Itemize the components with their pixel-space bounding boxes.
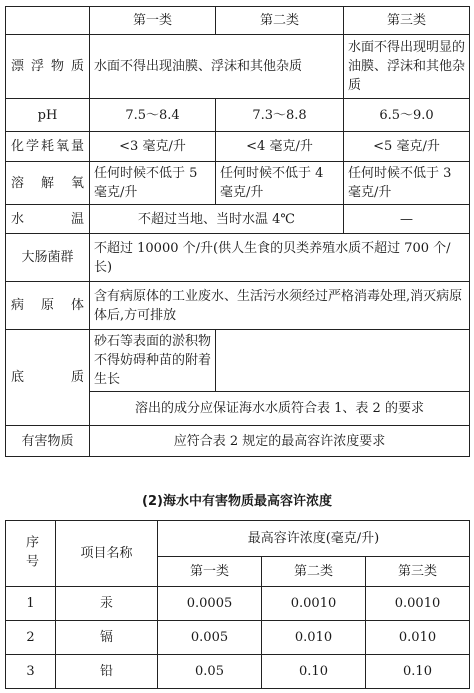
row-label-float: 漂浮物质 — [6, 35, 90, 99]
table-row — [6, 234, 470, 282]
row-value-class-2: 0.0010 — [262, 587, 366, 621]
coli-all-classes: 不超过 10000 个/升(供人生食的贝类养殖水质不超过 700 个/长) — [90, 234, 470, 282]
float-class-1-2: 水面不得出现油膜、浮沫和其他杂质 — [90, 35, 344, 99]
row-item-name: 镉 — [56, 621, 158, 655]
row-label-harmful: 有害物质 — [6, 426, 90, 457]
row-item-name: 汞 — [56, 587, 158, 621]
table-header-row — [6, 521, 470, 557]
subheader-class-1: 第一类 — [158, 557, 262, 587]
row-label-ph: pH — [6, 99, 90, 132]
header-class-1: 第一类 — [90, 7, 216, 35]
row-number: 2 — [6, 621, 56, 655]
table-row — [6, 621, 470, 655]
row-label-temp: 水温 — [6, 205, 90, 234]
cod-class-2: <4 毫克/升 — [216, 132, 344, 162]
table-row — [6, 282, 470, 330]
header-class-3: 第三类 — [344, 7, 470, 35]
table-row — [6, 132, 470, 162]
ph-class-3: 6.5～9.0 — [344, 99, 470, 132]
cod-class-3: <5 毫克/升 — [344, 132, 470, 162]
header-blank-cell — [6, 7, 90, 35]
row-value-class-1: 0.05 — [158, 655, 262, 689]
water-quality-standard-table — [5, 6, 470, 457]
row-item-name: 铅 — [56, 655, 158, 689]
table-row — [6, 162, 470, 205]
cod-class-1: <3 毫克/升 — [90, 132, 216, 162]
row-value-class-1: 0.0005 — [158, 587, 262, 621]
row-label-coli: 大肠菌群 — [6, 234, 90, 282]
table-header-row — [6, 7, 470, 35]
header-class-2: 第二类 — [216, 7, 344, 35]
header-serial-number: 序号 — [6, 521, 56, 587]
do-class-3: 任何时候不低于 3 毫克/升 — [344, 162, 470, 205]
row-label-pathogen: 病原体 — [6, 282, 90, 330]
header-item-name: 项目名称 — [56, 521, 158, 587]
table-row — [6, 205, 470, 234]
bottom-class-1: 砂石等表面的淤积物不得妨碍种苗的附着生长 — [90, 330, 216, 392]
row-label-do: 溶解氧 — [6, 162, 90, 205]
row-value-class-2: 0.10 — [262, 655, 366, 689]
temp-class-1-2: 不超过当地、当时水温 4℃ — [90, 205, 344, 234]
row-value-class-3: 0.0010 — [366, 587, 470, 621]
subheader-class-2: 第二类 — [262, 557, 366, 587]
subheader-class-3: 第三类 — [366, 557, 470, 587]
row-value-class-3: 0.10 — [366, 655, 470, 689]
row-label-bottom: 底质 — [6, 330, 90, 426]
table-row — [6, 99, 470, 132]
row-number: 3 — [6, 655, 56, 689]
temp-class-3: — — [344, 205, 470, 234]
do-class-1: 任何时候不低于 5 毫克/升 — [90, 162, 216, 205]
row-number: 1 — [6, 587, 56, 621]
table-2-caption: (2)海水中有害物质最高容许浓度 — [142, 494, 332, 509]
table-row — [6, 426, 470, 457]
ph-class-1: 7.5～8.4 — [90, 99, 216, 132]
ph-class-2: 7.3～8.8 — [216, 99, 344, 132]
table-row — [6, 35, 470, 99]
pathogen-all-classes: 含有病原体的工业废水、生活污水须经过严格消毒处理,消灭病原体后,方可排放 — [90, 282, 470, 330]
table-row — [6, 587, 470, 621]
harmful-substance-table — [5, 520, 470, 689]
row-value-class-3: 0.010 — [366, 621, 470, 655]
header-max-concentration: 最高容许浓度(毫克/升) — [158, 521, 470, 557]
row-label-cod: 化学耗氧量 — [6, 132, 90, 162]
row-value-class-2: 0.010 — [262, 621, 366, 655]
table-row — [6, 655, 470, 689]
bottom-dissolved-note: 溶出的成分应保证海水水质符合表 1、表 2 的要求 — [90, 392, 470, 426]
row-value-class-1: 0.005 — [158, 621, 262, 655]
harmful-all-classes: 应符合表 2 规定的最高容许浓度要求 — [90, 426, 470, 457]
bottom-empty-cell — [216, 330, 470, 392]
table-row — [6, 330, 470, 392]
float-class-3: 水面不得出现明显的油膜、浮沫和其他杂质 — [344, 35, 470, 99]
do-class-2: 任何时候不低于 4 毫克/升 — [216, 162, 344, 205]
